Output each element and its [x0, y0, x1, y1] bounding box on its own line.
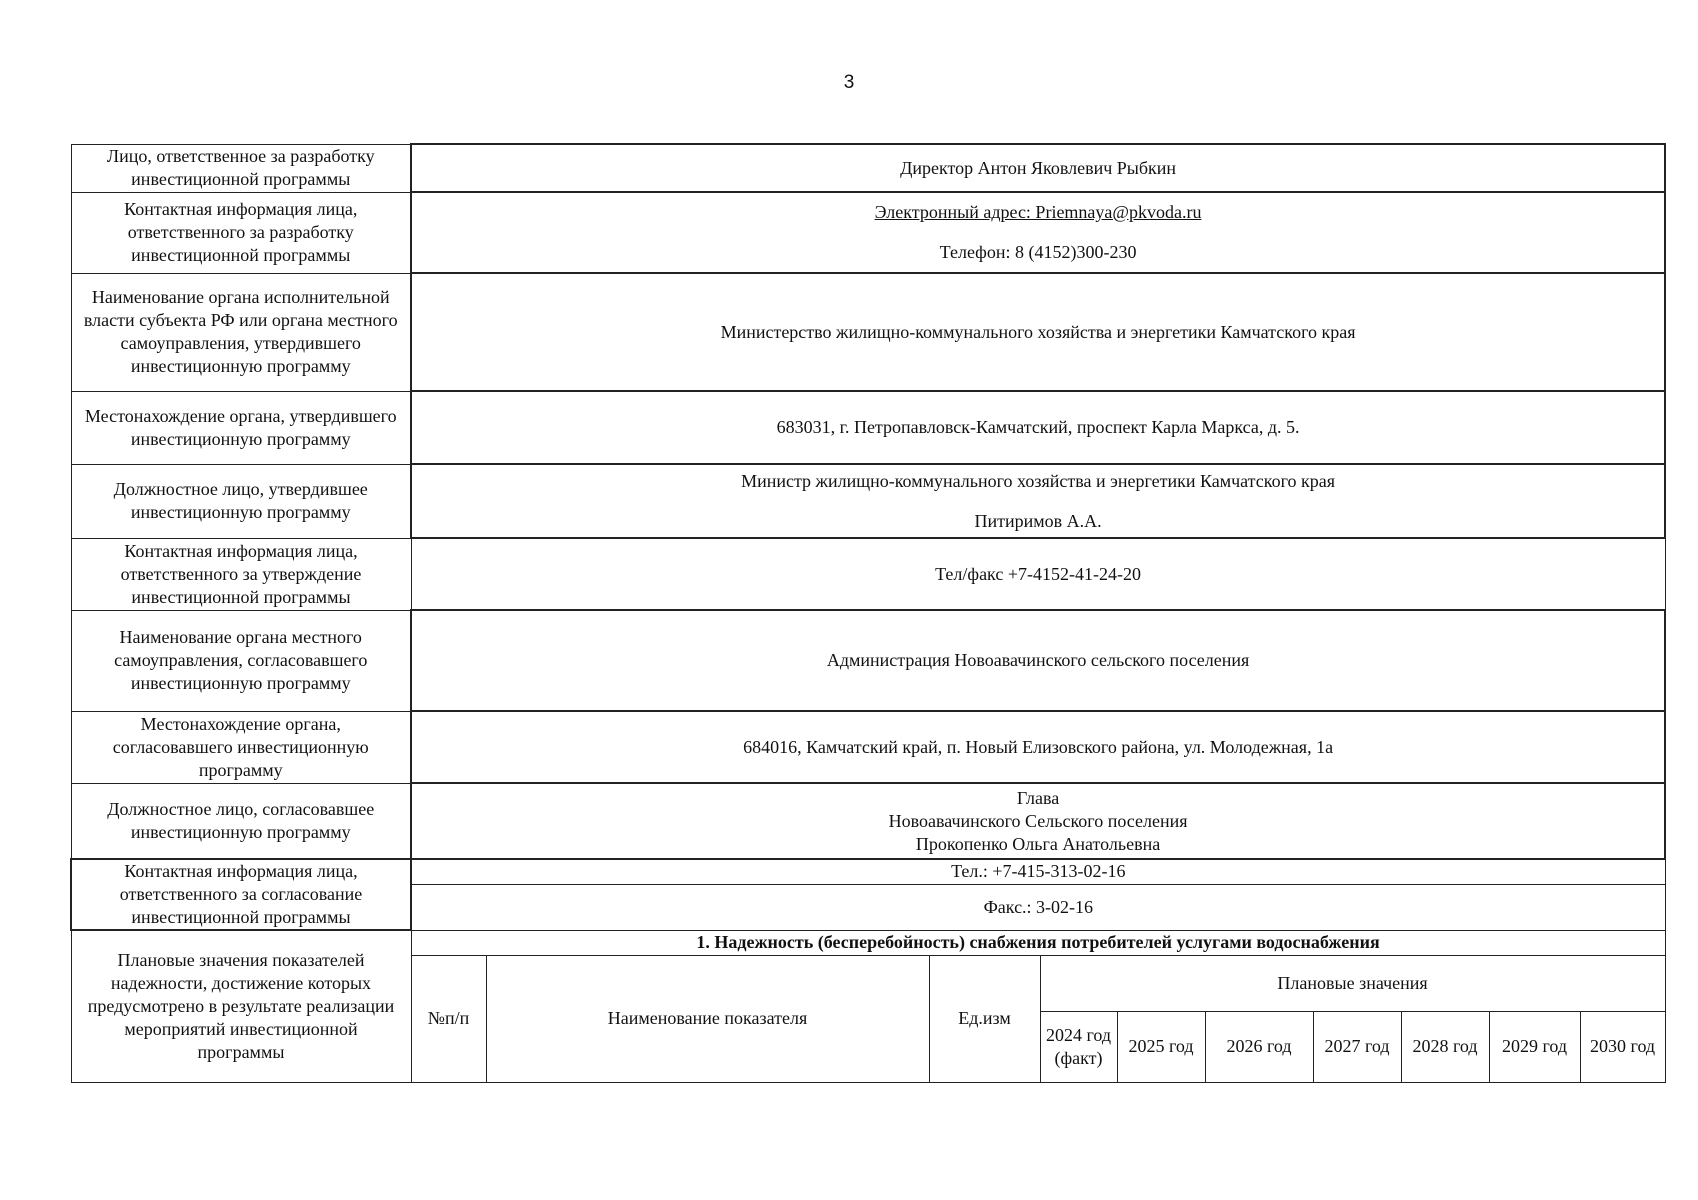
agreeing-body-label: Наименование органа местного самоуправления, согласовавшего инвестиционную программу	[71, 610, 411, 711]
row-approving-official	[71, 464, 1665, 538]
investment-program-passport-table	[70, 143, 1666, 1083]
column-indicator-header: Наименование показателя	[486, 955, 929, 1082]
reliability-section-title: 1. Надежность (бесперебойность) снабжения потребителей услугами водоснабжения	[411, 930, 1665, 955]
agreeing-official-name: Прокопенко Ольга Анатольевна	[915, 833, 1161, 854]
agreeing-body-location-label: Местонахождение органа, согласовавшего инвестиционную программу	[71, 711, 411, 783]
approving-official-value	[411, 464, 1665, 538]
approving-official-label: Должностное лицо, утвердившее инвестиционную программу	[71, 464, 411, 538]
year-2026-header: 2026 год	[1205, 1011, 1313, 1082]
developer-value: Директор Антон Яковлевич Рыбкин	[411, 144, 1665, 192]
agreeing-body-location-value: 684016, Камчатский край, п. Новый Елизовского района, ул. Молодежная, 1а	[411, 711, 1665, 783]
year-2025-header: 2025 год	[1117, 1011, 1205, 1082]
approving-official-position: Министр жилищно-коммунального хозяйства и энергетики Камчатского края	[741, 470, 1336, 491]
column-unit-header: Ед.изм	[929, 955, 1040, 1082]
row-approving-body-location	[71, 391, 1665, 464]
developer-phone: Телефон: 8 (4152)300-230	[939, 242, 1137, 262]
approving-body-label: Наименование органа исполнительной власти субъекта РФ или органа местного самоуправления, утвердившего инвестиционную программу	[71, 273, 411, 391]
developer-contact-value	[411, 192, 1665, 273]
row-agreeing-body	[71, 610, 1665, 711]
approving-body-location-value: 683031, г. Петропавловск-Камчатский, проспект Карла Маркса, д. 5.	[411, 391, 1665, 464]
approving-body-value: Министерство жилищно-коммунального хозяйства и энергетики Камчатского края	[411, 273, 1665, 391]
page-number: 3	[843, 72, 855, 93]
agreeing-official-value	[411, 783, 1665, 859]
developer-email[interactable]: Электронный адрес: Priemnaya@pkvoda.ru	[874, 202, 1202, 222]
developer-label: Лицо, ответственное за разработку инвестиционной программы	[71, 144, 411, 192]
row-developer	[71, 144, 1665, 192]
agreeing-contact-phone: Тел.: +7-415-313-02-16	[411, 859, 1665, 884]
row-agreeing-official	[71, 783, 1665, 859]
row-agreeing-body-location	[71, 711, 1665, 783]
reliability-label: Плановые значения показателей надежности, достижение которых предусмотрено в результате реализации мероприятий инвестиционной программы	[71, 930, 411, 1082]
row-developer-contact	[71, 192, 1665, 273]
agreeing-official-title: Глава	[1016, 787, 1060, 808]
year-2024-header: 2024 год (факт)	[1040, 1011, 1117, 1082]
row-approving-body	[71, 273, 1665, 391]
column-number-header: №п/п	[411, 955, 486, 1082]
agreeing-official-settlement: Новоавачинского Сельского поселения	[888, 810, 1188, 831]
developer-contact-label: Контактная информация лица, ответственного за разработку инвестиционной программы	[71, 192, 411, 273]
approving-official-name: Питиримов А.А.	[974, 510, 1102, 531]
agreeing-contact-fax: Факс.: 3-02-16	[411, 884, 1665, 930]
approving-contact-label: Контактная информация лица, ответственного за утверждение инвестиционной программы	[71, 538, 411, 610]
year-2028-header: 2028 год	[1401, 1011, 1489, 1082]
row-reliability-section	[71, 930, 1665, 955]
year-2030-header: 2030 год	[1580, 1011, 1665, 1082]
year-2029-header: 2029 год	[1489, 1011, 1580, 1082]
agreeing-body-value: Администрация Новоавачинского сельского поселения	[411, 610, 1665, 711]
column-planned-values-header: Плановые значения	[1040, 955, 1665, 1011]
approving-contact-value: Тел/факс +7-4152-41-24-20	[411, 538, 1665, 610]
agreeing-official-label: Должностное лицо, согласовавшее инвестиционную программу	[71, 783, 411, 859]
agreeing-contact-label: Контактная информация лица, ответственного за согласование инвестиционной программы	[71, 859, 411, 930]
row-agreeing-contact-phone	[71, 859, 1665, 884]
approving-body-location-label: Местонахождение органа, утвердившего инвестиционную программу	[71, 391, 411, 464]
row-approving-contact	[71, 538, 1665, 610]
year-2027-header: 2027 год	[1313, 1011, 1401, 1082]
